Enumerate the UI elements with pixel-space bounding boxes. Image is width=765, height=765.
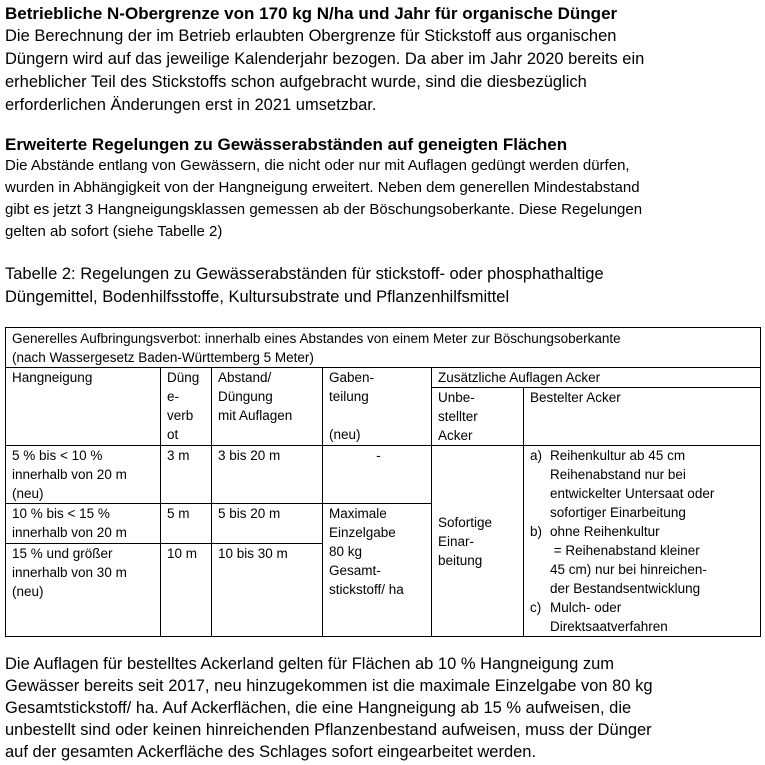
- cell-line: 15 % und größer: [12, 546, 113, 561]
- cell-abstand: 10 bis 30 m: [212, 544, 323, 637]
- header-unbestellt: [432, 388, 524, 446]
- cell-line: Reihenabstand nur bei: [550, 467, 686, 482]
- cell-line: (neu): [12, 584, 44, 599]
- cell-line: innerhalb von 30 m: [12, 565, 127, 580]
- header-line: Gaben-: [329, 370, 375, 385]
- cell-line: ohne Reihenkultur: [550, 524, 660, 539]
- cell-gabenteilung: -: [323, 446, 432, 504]
- cell-line: Mulch- oder: [550, 600, 622, 615]
- general-ban-note: (nach Wassergesetz Baden-Württemberg 5 Meter): [12, 350, 314, 365]
- header-zusatz-auflagen: Zusätzliche Auflagen Acker: [432, 368, 761, 388]
- section-n-obergrenze: [5, 3, 644, 117]
- cell-line: Sofortige: [438, 514, 493, 530]
- text-line: unbestellt sind oder keinen hinreichenden Pflanzenbestand aufweisen, muss der Dünger: [5, 721, 652, 739]
- text-line: wurden in Abhängigkeit von der Hangneigung erweitert. Neben dem generellen Mindestabstand: [5, 179, 640, 196]
- header-line: Düngung: [218, 389, 273, 404]
- cell-gabenteilung-merged: [323, 504, 432, 637]
- cell-line: innerhalb von 20 m: [12, 467, 127, 482]
- cell-line: der Bestandsentwicklung: [550, 581, 701, 596]
- cell-line: Einzelgabe: [329, 525, 396, 540]
- header-line: mit Auflagen: [218, 408, 293, 423]
- cell-hangneigung: [6, 504, 161, 544]
- cell-unbestellt: [432, 446, 524, 637]
- header-line: [329, 406, 428, 425]
- cell-line: 10 % bis < 15 %: [12, 506, 110, 521]
- general-ban-text: Generelles Aufbringungsverbot: innerhalb eines Abstandes von einem Meter zur Böschungsoberkante: [12, 331, 621, 346]
- table-row: [6, 328, 761, 368]
- paragraph-gewaesserabstaende: [5, 155, 642, 243]
- table-row: [6, 446, 761, 504]
- cell-line: Gesamt-: [329, 563, 381, 578]
- text-line: Gewässer bereits seit 2017, neu hinzugekommen ist die maximale Einzelgabe von 80 kg: [5, 677, 653, 695]
- list-marker: b): [530, 524, 543, 539]
- header-line: (neu): [329, 427, 361, 442]
- cell-verbot: 5 m: [161, 504, 212, 544]
- header-hangneigung: Hangneigung: [6, 368, 161, 446]
- text-line: Die Abstände entlang von Gewässern, die nicht oder nur mit Auflagen gedüngt werden dürfen,: [5, 157, 630, 174]
- cell-line: 80 kg: [329, 544, 363, 559]
- list-item: [530, 598, 757, 636]
- header-line: stellter: [438, 409, 478, 424]
- cell-line: Reihenkultur ab 45 cm: [550, 448, 686, 463]
- header-line: Düng: [167, 370, 200, 385]
- cell-line: 45 cm) nur bei hinreichen-: [550, 562, 707, 577]
- cell-hangneigung: [6, 544, 161, 637]
- text-line: Die Berechnung der im Betrieb erlaubten Obergrenze für Stickstoff aus organischen: [5, 27, 617, 45]
- header-verbot: [161, 368, 212, 446]
- cell-line: stickstoff/ ha: [329, 582, 404, 597]
- heading-n-obergrenze: Betriebliche N-Obergrenze von 170 kg N/ha und Jahr für organische Dünger: [5, 4, 618, 23]
- cell-line: Einar-: [438, 533, 475, 549]
- text-line: gibt es jetzt 3 Hangneigungsklassen gemessen ab der Böschungsoberkante. Diese Regelungen: [5, 201, 643, 218]
- bestellt-list: [530, 446, 757, 636]
- heading-gewaesserabstaende: Erweiterte Regelungen zu Gewässerabständen auf geneigten Flächen: [5, 135, 568, 154]
- paragraph-n-obergrenze: [5, 25, 644, 117]
- cell-line: sofortiger Einarbeitung: [550, 505, 686, 520]
- cell-line: Direktsaatverfahren: [550, 619, 668, 634]
- list-marker: a): [530, 448, 543, 463]
- section-gewaesserabstaende: [5, 134, 642, 243]
- header-gabenteilung: [323, 368, 432, 446]
- list-item: [530, 446, 757, 522]
- general-ban-cell: [6, 328, 761, 368]
- cell-abstand: 5 bis 20 m: [212, 504, 323, 544]
- list-item-text: [550, 598, 757, 636]
- list-item: [530, 522, 757, 598]
- caption-line: Düngemittel, Bodenhilfsstoffe, Kultursubstrate und Pflanzenhilfsmittel: [5, 288, 510, 306]
- text-line: gelten ab sofort (siehe Tabelle 2): [5, 223, 223, 240]
- cell-line: = Reihenabstand kleiner: [550, 543, 700, 558]
- cell-line: Maximale: [329, 506, 387, 521]
- regulation-table: [5, 327, 761, 637]
- text-line: Die Auflagen für bestelltes Ackerland gelten für Flächen ab 10 % Hangneigung zum: [5, 655, 615, 673]
- header-line: teilung: [329, 389, 369, 404]
- caption-line: Tabelle 2: Regelungen zu Gewässerabständen für stickstoff- oder phosphathaltige: [5, 265, 604, 283]
- cell-bestellt: [524, 446, 761, 637]
- cell-line: beitung: [438, 552, 483, 568]
- cell-abstand: 3 bis 20 m: [212, 446, 323, 504]
- cell-verbot: 3 m: [161, 446, 212, 504]
- paragraph-auflagen: [5, 653, 653, 763]
- text-line: erheblicher Teil des Stickstoffs schon aufgebracht wurde, sind die diesbezüglich: [5, 73, 587, 91]
- header-abstand: [212, 368, 323, 446]
- header-line: Unbe-: [438, 390, 475, 405]
- header-line: ot: [167, 427, 179, 442]
- text-line: auf der gesamten Ackerfläche des Schlages sofort eingearbeitet werden.: [5, 743, 537, 761]
- cell-verbot: 10 m: [161, 544, 212, 637]
- text-line: erforderlichen Änderungen erst in 2021 umsetzbar.: [5, 96, 377, 114]
- table-header-row: [6, 368, 761, 388]
- cell-line: 5 % bis < 10 %: [12, 448, 103, 463]
- cell-line: innerhalb von 20 m: [12, 525, 127, 540]
- table-caption: [5, 263, 604, 309]
- cell-line: (neu): [12, 486, 44, 501]
- header-bestellt: Bestelter Acker: [524, 388, 761, 446]
- text-line: Düngern wird auf das jeweilige Kalenderjahr bezogen. Da aber im Jahr 2020 bereits ein: [5, 50, 645, 68]
- header-line: e-: [167, 389, 180, 404]
- list-item-text: [550, 522, 757, 598]
- header-line: verb: [167, 408, 194, 423]
- header-line: Abstand/: [218, 370, 272, 385]
- list-marker: c): [530, 600, 542, 615]
- cell-line: entwickelter Untersaat oder: [550, 486, 715, 501]
- list-item-text: [550, 446, 757, 522]
- header-line: Acker: [438, 428, 473, 443]
- text-line: Gesamtstickstoff/ ha. Auf Ackerflächen, die eine Hangneigung ab 15 % aufweisen, die: [5, 699, 632, 717]
- cell-hangneigung: [6, 446, 161, 504]
